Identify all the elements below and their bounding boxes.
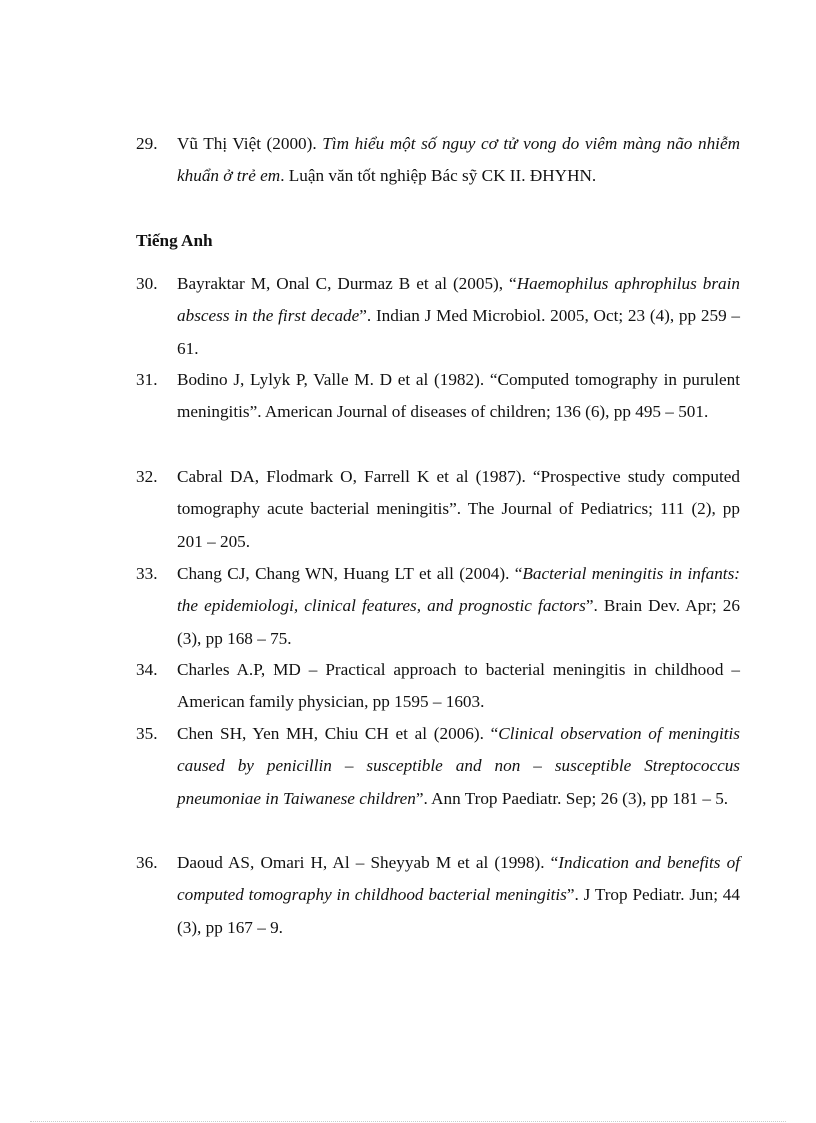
reference-number: 31. bbox=[136, 370, 158, 389]
reference-title: Bacterial meningitis in infants: the epidemiologi, clinical features, and prognostic factors bbox=[177, 564, 740, 616]
reference-author: Vũ Thị Việt (2000). bbox=[177, 134, 323, 153]
reference-number: 30. bbox=[136, 274, 158, 293]
reference-text bbox=[177, 128, 740, 193]
reference-text bbox=[177, 558, 740, 655]
section-heading: Tiếng Anh bbox=[136, 231, 213, 250]
reference-number: 32. bbox=[136, 467, 158, 486]
reference-number: 33. bbox=[136, 564, 158, 583]
reference-33 bbox=[136, 558, 740, 655]
reference-text bbox=[177, 847, 740, 944]
reference-32 bbox=[136, 461, 740, 558]
reference-source: . Luận văn tốt nghiệp Bác sỹ CK II. ĐHYHN. bbox=[280, 166, 597, 186]
reference-source: ”. Ann Trop Paediatr. Sep; 26 (3), pp 181 – 5. bbox=[415, 788, 729, 808]
reference-author: Charles A.P, MD – Practical approach to bacterial meningitis in childhood – American family physician, pp 1595 – 1603. bbox=[177, 660, 740, 712]
reference-author: Daoud AS, Omari H, Al – Sheyyab M et al (1998). “ bbox=[177, 853, 559, 872]
reference-source: ”. Brain Dev. Apr; 26 (3), pp 168 – 75. bbox=[177, 596, 740, 648]
reference-author: Bayraktar M, Onal C, Durmaz B et al (2005), “ bbox=[177, 274, 517, 293]
reference-text bbox=[177, 718, 740, 815]
page-bottom-divider bbox=[30, 1121, 786, 1122]
reference-title: Clinical observation of meningitis caused by penicillin – susceptible and non – susceptible Streptococcus pneumoniae in Taiwanese children bbox=[177, 724, 740, 808]
reference-title: Indication and benefits of computed tomography in childhood bacterial meningitis bbox=[177, 853, 740, 905]
reference-title: Haemophilus aphrophilus brain abscess in the first decade bbox=[177, 274, 740, 326]
reference-number: 35. bbox=[136, 724, 158, 743]
reference-number: 29. bbox=[136, 134, 158, 153]
reference-source: ”. Indian J Med Microbiol. 2005, Oct; 23 (4), pp 259 – 61. bbox=[177, 306, 741, 358]
reference-author: Chen SH, Yen MH, Chiu CH et al (2006). “ bbox=[177, 724, 499, 743]
reference-author: Bodino J, Lylyk P, Valle M. D et al (1982). “Computed tomography in purulent meningitis”. American Journal of diseases of children; 136 (6), pp 495 – 501. bbox=[177, 370, 740, 422]
reference-text bbox=[177, 364, 740, 429]
reference-30 bbox=[136, 268, 740, 365]
reference-author: Chang CJ, Chang WN, Huang LT et all (2004). “ bbox=[177, 564, 523, 583]
reference-author: Cabral DA, Flodmark O, Farrell K et al (1987). “Prospective study computed tomography acute bacterial meningitis”. The Journal of Pediatrics; 111 (2), pp 201 – 205. bbox=[177, 467, 740, 551]
reference-text bbox=[177, 268, 740, 365]
reference-number: 34. bbox=[136, 660, 158, 679]
reference-36 bbox=[136, 847, 740, 944]
reference-29 bbox=[136, 128, 740, 193]
reference-number: 36. bbox=[136, 853, 158, 872]
reference-34 bbox=[136, 654, 740, 719]
reference-31 bbox=[136, 364, 740, 429]
reference-35 bbox=[136, 718, 740, 815]
reference-source: ”. J Trop Pediatr. Jun; 44 (3), pp 167 – 9. bbox=[177, 885, 740, 937]
reference-text bbox=[177, 654, 740, 719]
reference-title: Tìm hiểu một số nguy cơ tử vong do viêm màng não nhiễm khuẩn ở trẻ em bbox=[177, 134, 740, 186]
reference-text bbox=[177, 461, 740, 558]
